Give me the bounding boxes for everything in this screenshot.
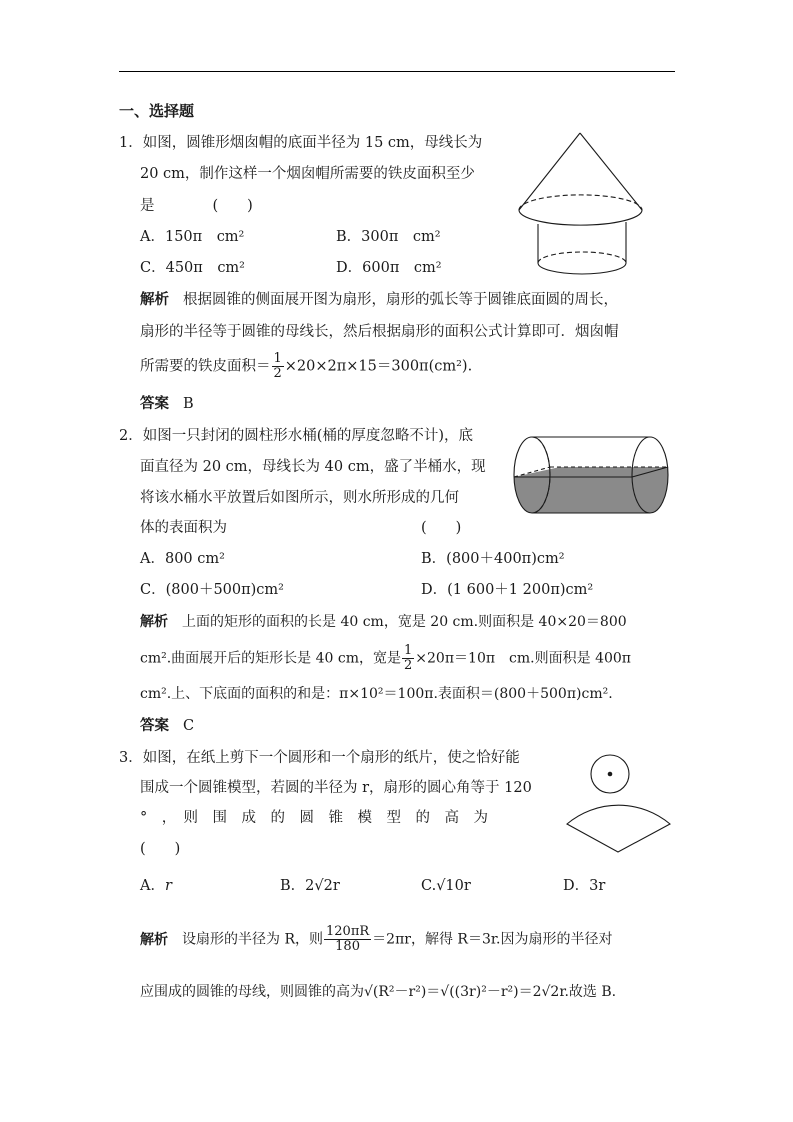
fraction-denominator: 180 bbox=[335, 939, 360, 954]
q2-stem-line-1 bbox=[119, 426, 473, 446]
q2-answer bbox=[140, 716, 194, 736]
q3-number: 3． bbox=[119, 750, 143, 766]
q2-option-d bbox=[421, 580, 593, 600]
option-label: D． bbox=[421, 582, 448, 598]
analysis-label: 解析 bbox=[140, 292, 169, 308]
q1-stem-line-3: 是 ( ) bbox=[140, 198, 253, 214]
cylinder-bottom-back-arc bbox=[538, 252, 626, 263]
fraction-denominator: 2 bbox=[273, 366, 282, 381]
circle-center-dot bbox=[608, 772, 613, 777]
option-label: C. bbox=[421, 878, 437, 894]
option-text: 450π cm² bbox=[165, 260, 245, 276]
q3-option-a bbox=[140, 876, 172, 896]
fraction-denominator: 2 bbox=[404, 658, 413, 673]
q1-analysis-line-3 bbox=[140, 352, 472, 381]
option-label: C． bbox=[140, 582, 166, 598]
q1-option-d bbox=[336, 258, 442, 278]
analysis-label: 解析 bbox=[140, 931, 168, 948]
analysis-text: ×20π＝10π cm.则面积是 400π bbox=[415, 650, 631, 667]
q2-stem-line-3: 将该水桶水平放置后如图所示，则水所形成的几何 bbox=[140, 490, 459, 506]
option-text: r bbox=[164, 878, 172, 894]
option-text: (1 600＋1 200π)cm² bbox=[447, 582, 594, 598]
q1-option-b bbox=[336, 227, 441, 247]
q2-analysis-line-1 bbox=[140, 612, 627, 632]
analysis-label: 解析 bbox=[140, 614, 168, 630]
analysis-text: 根据圆锥的侧面展开图为扇形，扇形的弧长等于圆锥底面圆的周长， bbox=[183, 292, 618, 308]
q1-number: 1． bbox=[119, 135, 143, 151]
option-text: 2√2r bbox=[305, 878, 340, 894]
q2-analysis-line-3: cm².上、下底面的面积的和是：π×10²＝100π.表面积＝(800＋500π)cm². bbox=[140, 686, 613, 702]
analysis-text: 所需要的铁皮面积＝ bbox=[140, 358, 271, 375]
q3-stem-line-2: 围成一个圆锥模型，若圆的半径为 r，扇形的圆心角等于 120 bbox=[140, 780, 532, 796]
q3-option-b bbox=[280, 876, 340, 896]
q2-bracket: ( ) bbox=[421, 520, 462, 536]
option-label: A． bbox=[140, 229, 165, 245]
q3-stem-line-3: ° ， 则 围 成 的 圆 锥 模 型 的 高 为 bbox=[140, 810, 488, 826]
fraction-numerator: 120πR bbox=[326, 924, 370, 939]
q2-option-a bbox=[140, 549, 225, 569]
fraction bbox=[402, 644, 414, 673]
q2-number: 2． bbox=[119, 428, 143, 444]
analysis-text: ＝2πr，解得 R＝3r.因为扇形的半径对 bbox=[372, 931, 613, 948]
analysis-text: 设扇形的半径为 R，则 bbox=[182, 931, 323, 948]
fraction-numerator: 1 bbox=[404, 643, 413, 658]
fraction-numerator: 1 bbox=[273, 351, 282, 366]
option-text: 3r bbox=[589, 878, 606, 894]
q3-option-d bbox=[563, 876, 605, 896]
q2-stem-text-1: 如图一只封闭的圆柱形水桶(桶的厚度忽略不计)，底 bbox=[142, 428, 474, 444]
option-text: 150π cm² bbox=[164, 229, 245, 245]
q1-stem-line-1 bbox=[119, 133, 482, 153]
q1-analysis-line-2: 扇形的半径等于圆锥的母线长，然后根据扇形的面积公式计算即可．烟囱帽 bbox=[140, 324, 619, 340]
q3-option-c bbox=[421, 876, 471, 896]
option-label: B． bbox=[336, 229, 362, 245]
option-label: C． bbox=[140, 260, 166, 276]
header-rule bbox=[119, 71, 675, 72]
q3-stem-line-4: ( ) bbox=[140, 841, 181, 857]
cone-right-edge bbox=[580, 133, 642, 210]
horizontal-cylinder-figure bbox=[510, 432, 670, 518]
option-label: B． bbox=[280, 878, 306, 894]
option-label: A． bbox=[140, 878, 165, 894]
q3-analysis-line-2: 应围成的圆锥的母线，则圆锥的高为√(R²－r²)＝√((3r)²－r²)＝2√2r.故选 B. bbox=[140, 984, 617, 1000]
answer-label: 答案 bbox=[140, 396, 169, 412]
q2-stem-line-2: 面直径为 20 cm，母线长为 40 cm，盛了半桶水，现 bbox=[140, 459, 486, 475]
q2-analysis-line-2 bbox=[140, 644, 631, 673]
option-label: D． bbox=[563, 878, 590, 894]
q1-option-c bbox=[140, 258, 245, 278]
q1-stem-line-2: 20 cm，制作这样一个烟囱帽所需要的铁皮面积至少 bbox=[140, 166, 475, 182]
option-text: (800＋500π)cm² bbox=[165, 582, 284, 598]
option-text: 600π cm² bbox=[362, 260, 442, 276]
answer-value: C bbox=[183, 718, 195, 734]
analysis-text: 上面的矩形的面积的长是 40 cm，宽是 20 cm.则面积是 40×20＝800 bbox=[182, 614, 627, 630]
option-text: 800 cm² bbox=[164, 551, 225, 567]
cone-chimney-cap-figure bbox=[513, 128, 648, 280]
answer-value: B bbox=[183, 396, 194, 412]
q2-stem-line-4: 体的表面积为 bbox=[140, 520, 227, 536]
sector bbox=[567, 805, 670, 852]
q1-stem-text-1: 如图，圆锥形烟囱帽的底面半径为 15 cm，母线长为 bbox=[142, 135, 483, 151]
q1-analysis-line-1 bbox=[140, 290, 618, 310]
option-text: 300π cm² bbox=[361, 229, 441, 245]
q3-analysis-line-1 bbox=[140, 925, 612, 954]
cylinder-bottom-front-arc bbox=[538, 263, 626, 274]
q3-stem-line-1 bbox=[119, 748, 520, 768]
option-label: B． bbox=[421, 551, 447, 567]
section-title: 一、选择题 bbox=[119, 102, 195, 120]
q1-answer bbox=[140, 394, 194, 414]
option-label: A． bbox=[140, 551, 165, 567]
q2-option-c bbox=[140, 580, 284, 600]
answer-label: 答案 bbox=[140, 718, 169, 734]
analysis-text: cm².曲面展开后的矩形长是 40 cm，宽是 bbox=[140, 650, 402, 667]
option-text: (800＋400π)cm² bbox=[446, 551, 565, 567]
cone-left-edge bbox=[519, 133, 580, 210]
option-label: D． bbox=[336, 260, 363, 276]
q2-option-b bbox=[421, 549, 565, 569]
q3-stem-text-1: 如图，在纸上剪下一个圆形和一个扇形的纸片，使之恰好能 bbox=[142, 750, 520, 766]
circle-and-sector-figure bbox=[563, 752, 683, 862]
q1-option-a bbox=[140, 227, 244, 247]
fraction bbox=[324, 925, 371, 954]
fraction bbox=[272, 352, 284, 381]
cone-base-back-arc bbox=[519, 195, 642, 210]
analysis-text: ×20×2π×15＝300π(cm²). bbox=[284, 358, 473, 375]
cone-base-front-arc bbox=[519, 210, 642, 225]
option-text: √10r bbox=[436, 878, 471, 894]
